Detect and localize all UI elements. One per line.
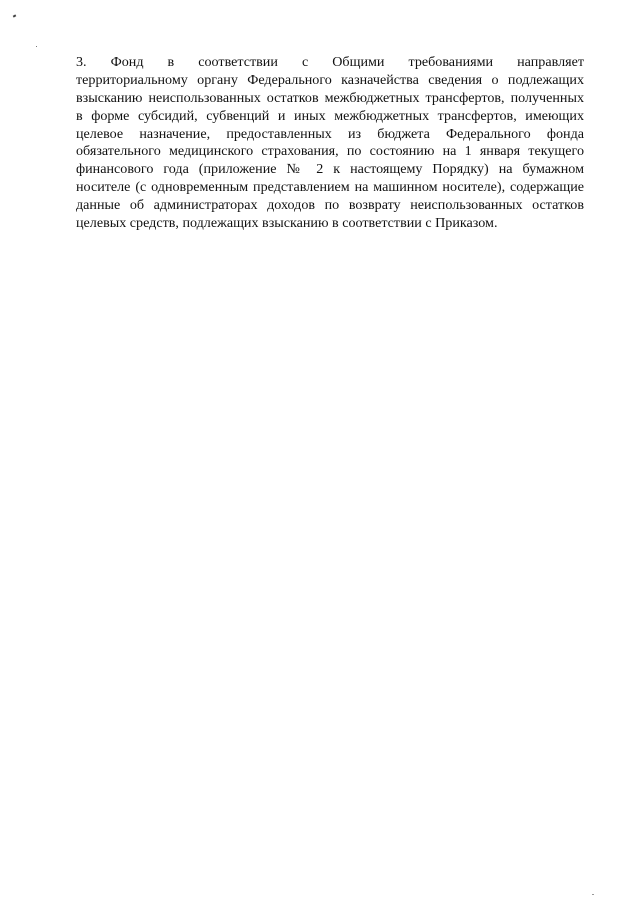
scan-artifact-dot [36, 46, 37, 47]
scan-artifact-mark [13, 14, 17, 17]
paragraph-line-4: в форме субсидий, субвенций и иных межбюджетных трансфертов, имеющих [76, 107, 584, 124]
scan-artifact-dot-bottom [592, 894, 594, 895]
paragraph-line-2: территориальному органу Федерального казначейства сведения о подлежащих [76, 71, 584, 88]
paragraph-line-5: целевое назначение, предоставленных из бюджета Федерального фонда [76, 125, 584, 142]
paragraph-line-6: обязательного медицинского страхования, по состоянию на 1 января текущего [76, 143, 584, 160]
paragraph-line-1: 3. Фонд в соответствии с Общими требованиями направляет [76, 54, 584, 70]
paragraph-line-3: взысканию неиспользованных остатков межбюджетных трансфертов, полученных [76, 89, 584, 106]
paragraph-line-8: носителе (с одновременным представлением на машинном носителе), содержащие [76, 179, 584, 196]
paragraph-3 [76, 54, 584, 233]
paragraph-line-10: целевых средств, подлежащих взысканию в соответствии с Приказом. [76, 215, 498, 232]
paragraph-line-7: финансового года (приложение № 2 к настоящему Порядку) на бумажном [76, 161, 584, 178]
paragraph-line-9: данные об администраторах доходов по возврату неиспользованных остатков [76, 197, 584, 214]
